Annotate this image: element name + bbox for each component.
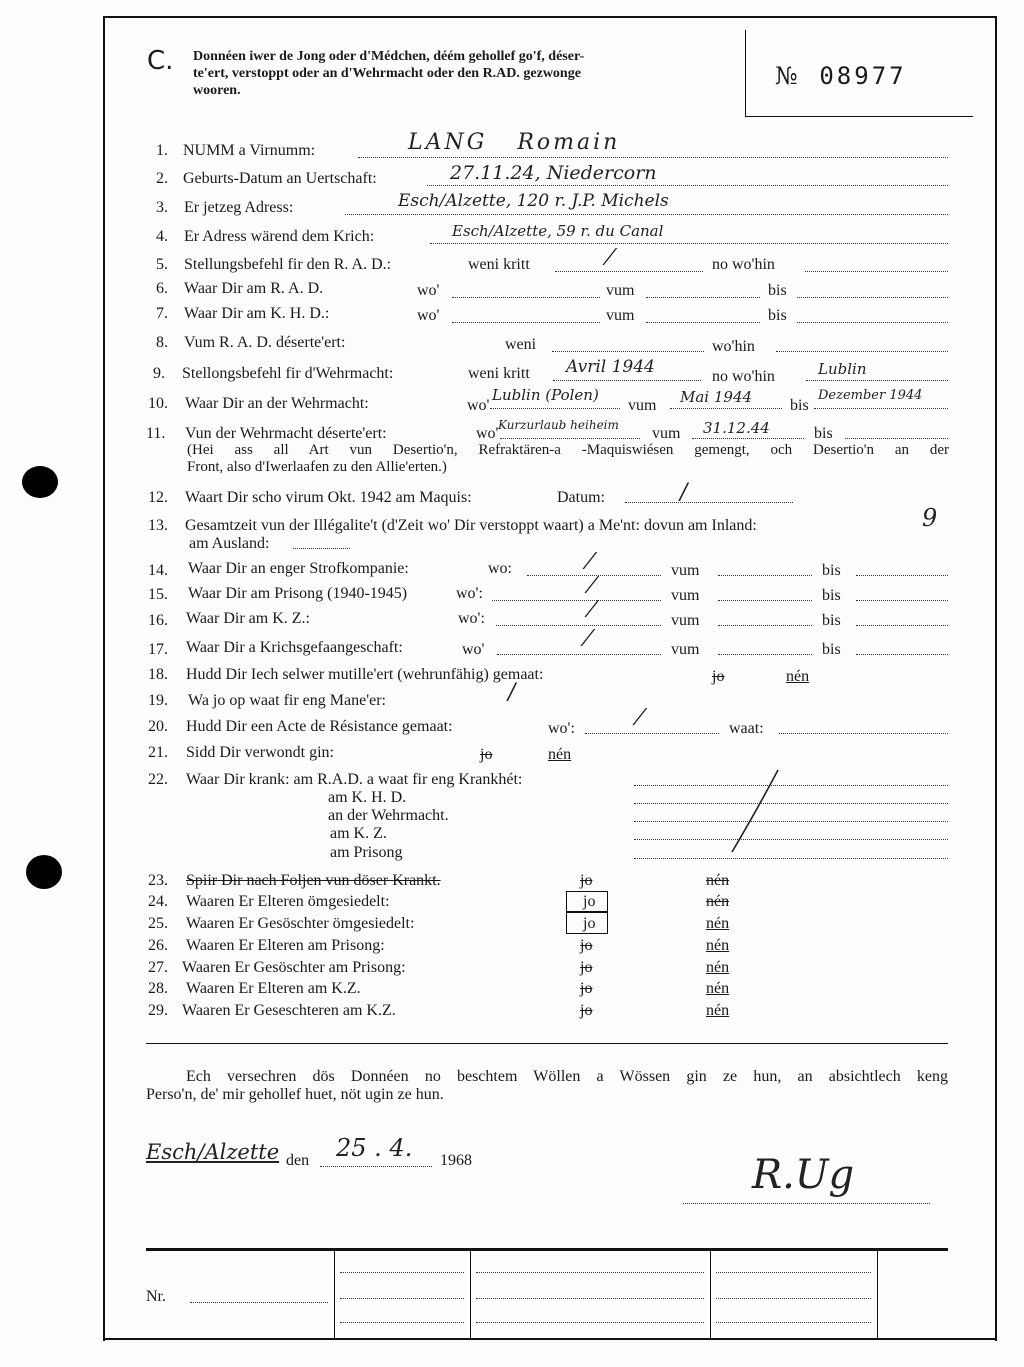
number-value: 08977 — [819, 62, 907, 90]
nr-label: Nr. — [146, 1288, 166, 1305]
q-label: Vun der Wehrmacht déserte'ert: — [185, 425, 387, 442]
q-label: Spiir Dir nach Foljen vun döser Krankt. — [186, 872, 441, 889]
q-number: 4. — [156, 228, 168, 245]
q-sublabel: wo' — [417, 282, 440, 299]
q-sublabel: am K. Z. — [330, 825, 387, 842]
q-sublabel: am Ausland: — [189, 535, 270, 552]
q-sublabel: vum — [671, 587, 700, 604]
q-number: 1. — [156, 142, 168, 159]
q-number: 17. — [148, 641, 168, 658]
q-number: 12. — [148, 489, 168, 506]
field-war-address[interactable]: Esch/Alzette, 59 r. du Canal — [452, 222, 664, 240]
q-label: Waar Dir a Krichsgefaangeschaft: — [186, 639, 403, 656]
q-sublabel: bis — [822, 641, 841, 658]
signature-place[interactable]: Esch/Alzette — [146, 1140, 280, 1164]
q-number: 19. — [148, 692, 168, 709]
punch-hole-top — [22, 466, 58, 498]
option-jo[interactable]: jo — [583, 915, 596, 932]
field-inland[interactable]: 9 — [922, 504, 938, 532]
q-label: Waaren Er Elteren am Prisong: — [186, 937, 385, 954]
q-label: Hudd Dir Iech selwer mutille'ert (wehrunfähig) gemaat: — [186, 666, 544, 683]
field-desertion-where[interactable]: Kurzurlaub heiheim — [498, 418, 619, 432]
q-number: 2. — [156, 170, 168, 187]
q-label: Stellongsbefehl fir d'Wehrmacht: — [182, 365, 394, 382]
form-number — [775, 62, 907, 90]
field-name[interactable]: LANG Romain — [408, 130, 621, 155]
q-number: 21. — [148, 744, 168, 761]
strike-slash — [728, 768, 788, 856]
q-number: 27. — [148, 959, 168, 976]
q-sublabel: vum — [671, 641, 700, 658]
option-jo[interactable]: jo — [480, 746, 493, 763]
number-symbol: № — [775, 62, 798, 90]
section-letter: C. — [147, 46, 174, 76]
field-wehrmacht-to[interactable]: Dezember 1944 — [818, 388, 923, 403]
q-sublabel: weni kritt — [468, 365, 530, 382]
option-nen[interactable]: nén — [548, 746, 572, 763]
q-sublabel: no wo'hin — [712, 256, 775, 273]
frame-left — [103, 16, 105, 1341]
q-sublabel: wo': — [456, 585, 483, 602]
q-label: Waar Dir krank: am R.A.D. a waat fir eng Krankhét: — [186, 771, 523, 788]
q-label: Er jetzeg Adress: — [184, 199, 294, 216]
frame-bottom — [103, 1338, 997, 1340]
option-jo[interactable]: jo — [583, 893, 596, 910]
field-wehrmacht-place[interactable]: Lublin — [818, 360, 867, 378]
q-label: Waaren Er Geseschteren am K.Z. — [182, 1002, 396, 1019]
q-label: NUMM a Virnumm: — [183, 142, 316, 159]
q-sublabel: bis — [822, 612, 841, 629]
q-sublabel: weni kritt — [468, 256, 530, 273]
q-number: 11. — [146, 425, 166, 442]
q-sublabel: wo': — [458, 610, 485, 627]
q-number: 25. — [148, 915, 168, 932]
q-number: 16. — [148, 612, 168, 629]
option-jo[interactable]: jo — [580, 937, 593, 954]
option-jo[interactable]: jo — [580, 872, 593, 889]
q-sublabel: vum — [606, 307, 635, 324]
q-sublabel: am Prisong — [330, 844, 403, 861]
q-sublabel: wo' — [462, 641, 485, 658]
q-label: Waar Dir am R. A. D. — [184, 280, 324, 297]
field-current-address[interactable]: Esch/Alzette, 120 r. J.P. Michels — [398, 191, 669, 211]
option-nen[interactable]: nén — [706, 893, 730, 910]
header-divider — [745, 30, 746, 116]
q-label: Vum R. A. D. déserte'ert: — [184, 334, 346, 351]
q-sublabel: bis — [768, 307, 787, 324]
footer-col-2 — [470, 1250, 471, 1340]
q-sublabel: vum — [628, 397, 657, 414]
q-sublabel: bis — [822, 587, 841, 604]
q-number: 8. — [156, 334, 168, 351]
signature-initials[interactable]: R.Ug — [752, 1152, 855, 1198]
option-nen[interactable]: nén — [706, 980, 730, 997]
option-nen[interactable]: nén — [706, 915, 730, 932]
q-label: Waaren Er Elteren am K.Z. — [186, 980, 361, 997]
q-number: 6. — [156, 280, 168, 297]
q-number: 20. — [148, 718, 168, 735]
q-label: Gesamtzeit vun der Illégalite't (d'Zeit wo' Dir verstoppt waart) a Me'nt: dovun am Inland: — [185, 517, 757, 534]
option-nen[interactable]: nén — [786, 668, 810, 685]
q-sublabel: wo' — [417, 307, 440, 324]
q11-note: (Hei ass all Art vun Desertio'n, Refraktären-a -Maquiswiésen gemengt, och Desertio'n an der Front, also d'Iwerlaafen zu den Allie'erten.) — [187, 442, 949, 475]
q-number: 14. — [148, 562, 168, 579]
q-sublabel: bis — [822, 562, 841, 579]
q-sublabel: am K. H. D. — [328, 789, 407, 806]
option-jo[interactable]: jo — [580, 980, 593, 997]
option-jo[interactable]: jo — [712, 668, 725, 685]
q-number: 5. — [156, 256, 168, 273]
q-sublabel: wo' — [476, 425, 499, 442]
q-number: 28. — [148, 980, 168, 997]
den-label: den — [286, 1152, 310, 1169]
option-jo[interactable]: jo — [580, 959, 593, 976]
q-label: Waar Dir am Prisong (1940-1945) — [188, 585, 408, 602]
frame-right — [995, 16, 997, 1341]
option-jo[interactable]: jo — [580, 1002, 593, 1019]
option-nen[interactable]: nén — [706, 959, 730, 976]
q-number: 9. — [153, 365, 165, 382]
q-number: 29. — [148, 1002, 168, 1019]
q-label: Waaren Er Elteren ömgesiedelt: — [186, 893, 390, 910]
q-sublabel: wo': — [548, 720, 575, 737]
q-sublabel: no wo'hin — [712, 368, 775, 385]
q-label: Waar Dir an enger Strofkompanie: — [188, 560, 409, 577]
footer-col-4 — [877, 1250, 878, 1340]
q-sublabel: vum — [671, 612, 700, 629]
q-number: 3. — [156, 199, 168, 216]
q-number: 7. — [156, 305, 168, 322]
q-number: 26. — [148, 937, 168, 954]
field-wehrmacht-where[interactable]: Lublin (Polen) — [492, 386, 599, 404]
q-sublabel: Datum: — [557, 489, 605, 506]
field-birth[interactable]: 27.11.24, Niedercorn — [450, 162, 657, 184]
q-sublabel: waat: — [729, 720, 764, 737]
q-number: 13. — [148, 517, 168, 534]
field-desertion-from[interactable]: 31.12.44 — [703, 419, 770, 437]
q-sublabel: bis — [814, 425, 833, 442]
signature-year: 1968 — [440, 1152, 472, 1169]
q-label: Waar Dir am K. Z.: — [186, 610, 310, 627]
option-nen[interactable]: nén — [706, 937, 730, 954]
q-number: 23. — [148, 872, 168, 889]
q-label: Waaren Er Gesöschter ömgesiedelt: — [186, 915, 415, 932]
option-nen[interactable]: nén — [706, 1002, 730, 1019]
q-sublabel: an der Wehrmacht. — [328, 807, 449, 824]
q-sublabel: wo' — [467, 397, 490, 414]
q-label: Er Adress wärend dem Krich: — [184, 228, 375, 245]
q-label: Waar Dir an der Wehrmacht: — [185, 395, 369, 412]
q-sublabel: vum — [606, 282, 635, 299]
signature-date[interactable]: 25 . 4. — [336, 1134, 413, 1162]
q-sublabel: vum — [671, 562, 700, 579]
q-label: Waart Dir scho virum Okt. 1942 am Maquis: — [185, 489, 472, 506]
q-label: Waaren Er Gesöschter am Prisong: — [182, 959, 406, 976]
q-label: Stellungsbefehl fir den R. A. D.: — [184, 256, 392, 273]
footer-col-3 — [710, 1250, 711, 1340]
field-wehrmacht-date[interactable]: Avril 1944 — [566, 357, 655, 377]
q-label: Waar Dir am K. H. D.: — [184, 305, 330, 322]
q-sublabel: bis — [768, 282, 787, 299]
q-sublabel: wo: — [488, 560, 512, 577]
q-number: 10. — [148, 395, 168, 412]
q-sublabel: weni — [505, 336, 537, 353]
q-label: Geburts-Datum an Uertschaft: — [183, 170, 377, 187]
footer-rule-top — [146, 1248, 948, 1251]
q-label: Sidd Dir verwondt gin: — [186, 744, 334, 761]
divider — [146, 1043, 948, 1044]
q-label: Wa jo op waat fir eng Mane'er: — [188, 692, 386, 709]
q-sublabel: bis — [790, 397, 809, 414]
frame-top — [103, 16, 997, 18]
q-number: 18. — [148, 666, 168, 683]
declaration: Ech versechren dös Donnéen no beschtem Wöllen a Wössen gin ze hun, an absichtlech keng Perso'n, de' mir gehollef huet, nöt ugin ze hun. — [146, 1068, 948, 1103]
option-nen[interactable]: nén — [706, 872, 730, 889]
q-sublabel: vum — [652, 425, 681, 442]
q-number: 24. — [148, 893, 168, 910]
header-title: Donnéen iwer de Jong oder d'Médchen, déém gehollef go'f, déser- te'ert, verstoppt oder an d'Wehrmacht oder den R.AD. gezwonge wooren. — [193, 49, 585, 98]
footer-col-1 — [334, 1250, 335, 1340]
field-wehrmacht-from[interactable]: Mai 1944 — [680, 388, 753, 406]
q-label: Hudd Dir een Acte de Résistance gemaat: — [186, 718, 453, 735]
punch-hole-bottom — [26, 855, 62, 889]
q-number: 22. — [148, 771, 168, 788]
q-sublabel: wo'hin — [712, 338, 755, 355]
q-number: 15. — [148, 586, 168, 603]
header-rule — [745, 116, 973, 117]
